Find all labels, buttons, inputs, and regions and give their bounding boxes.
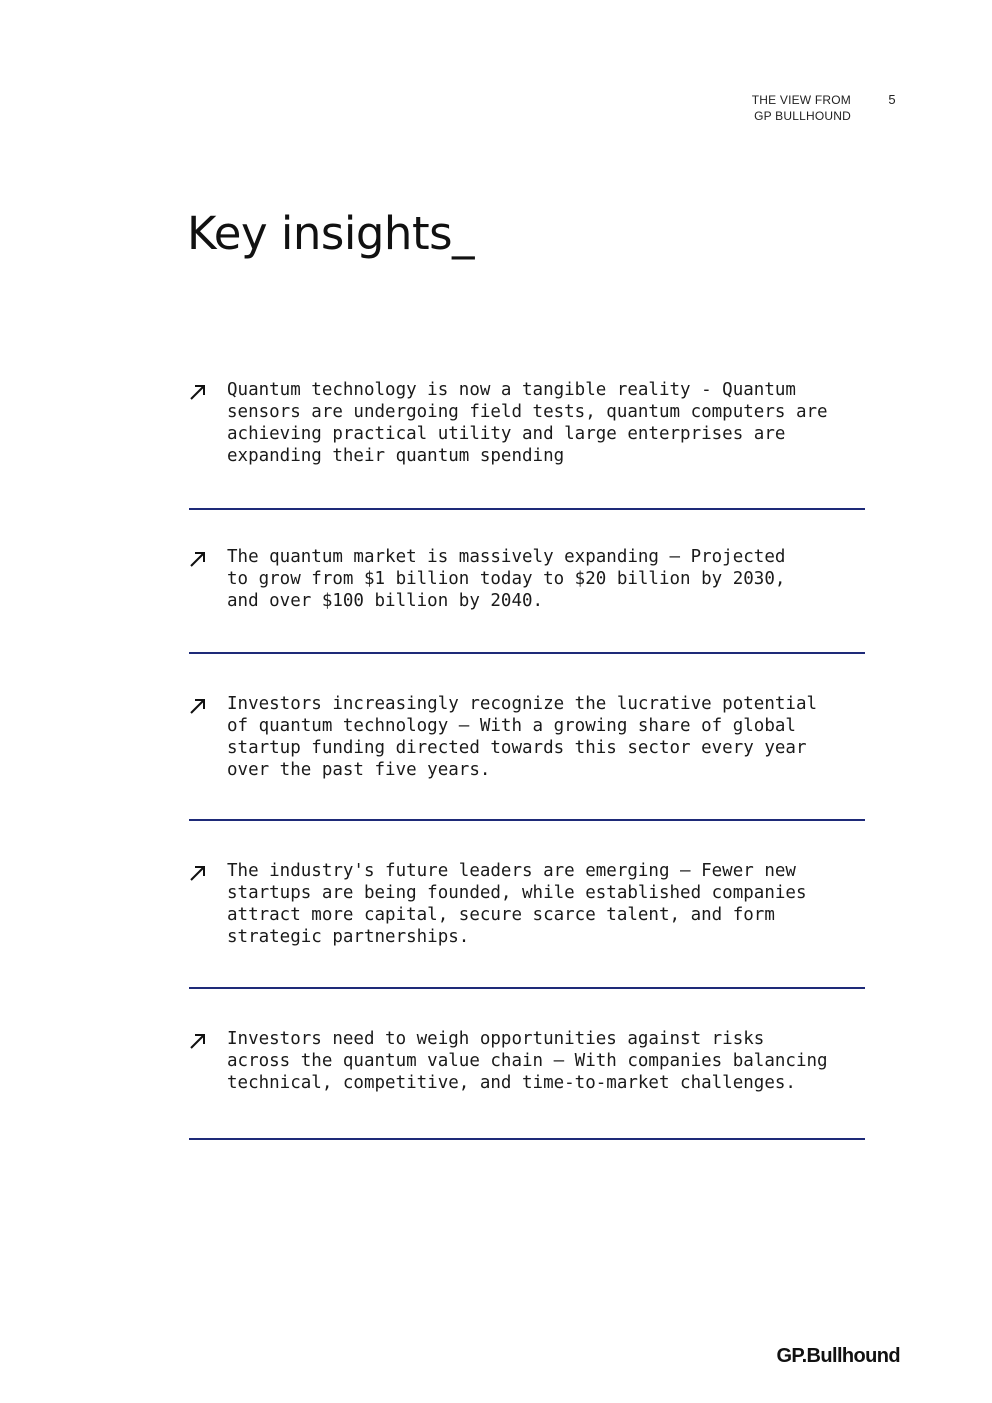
insight-line: The industry's future leaders are emerging — Fewer new — [227, 861, 796, 881]
insight-line: to grow from $1 billion today to $20 billion by 2030, — [227, 569, 786, 589]
running-header-line-1: THE VIEW FROM — [751, 93, 851, 107]
insight-text — [227, 1028, 877, 1094]
insight-line: of quantum technology — With a growing share of global — [227, 716, 796, 736]
arrow-up-right-icon — [189, 1032, 207, 1050]
arrow-up-right-icon — [189, 864, 207, 882]
insight-line: over the past five years. — [227, 760, 491, 780]
insight-line: Investors need to weigh opportunities against risks — [227, 1029, 765, 1049]
brand-logo: GP.Bullhound — [776, 1345, 900, 1367]
page-number: 5 — [888, 92, 896, 107]
insight-line: attract more capital, secure scarce talent, and form — [227, 905, 775, 925]
insight-text — [227, 860, 877, 948]
divider — [189, 819, 865, 821]
arrow-up-right-icon — [189, 697, 207, 715]
running-header — [700, 92, 851, 124]
page-title: Key insights_ — [187, 207, 475, 260]
insight-line: startup funding directed towards this sector every year — [227, 738, 807, 758]
insight-line: The quantum market is massively expanding — Projected — [227, 547, 786, 567]
arrow-up-right-icon — [189, 550, 207, 568]
insight-line: Investors increasingly recognize the lucrative potential — [227, 694, 818, 714]
insight-line: across the quantum value chain — With companies balancing — [227, 1051, 828, 1071]
running-header-line-2: GP BULLHOUND — [754, 109, 851, 123]
insight-line: achieving practical utility and large enterprises are — [227, 424, 786, 444]
insight-text — [227, 693, 877, 781]
insight-line: sensors are undergoing field tests, quantum computers are — [227, 402, 828, 422]
divider — [189, 508, 865, 510]
divider — [189, 987, 865, 989]
insight-text — [227, 546, 877, 612]
arrow-up-right-icon — [189, 383, 207, 401]
divider — [189, 652, 865, 654]
insight-line: expanding their quantum spending — [227, 446, 565, 466]
insight-line: strategic partnerships. — [227, 927, 470, 947]
divider — [189, 1138, 865, 1140]
insight-line: startups are being founded, while established companies — [227, 883, 807, 903]
insight-line: technical, competitive, and time-to-market challenges. — [227, 1073, 796, 1093]
insight-line: Quantum technology is now a tangible reality - Quantum — [227, 380, 796, 400]
insight-text — [227, 379, 877, 467]
insight-line: and over $100 billion by 2040. — [227, 591, 544, 611]
